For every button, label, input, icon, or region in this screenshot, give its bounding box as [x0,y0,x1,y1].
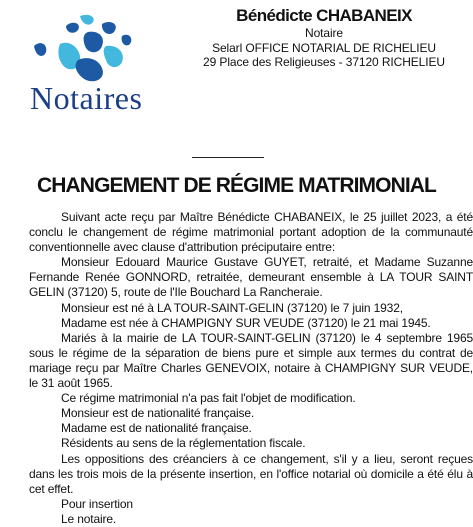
paragraph-wife-nationality: Madame est de nationalité française. [61,421,252,436]
notary-header [186,6,462,70]
separator-rule [192,157,264,158]
notary-name: Bénédicte CHABANEIX [236,6,412,25]
paragraph-no-modification: Ce régime matrimonial n'a pas fait l'objet de modification. [61,391,356,406]
paragraph-insertion: Pour insertion [61,496,133,511]
paragraph-signature: Le notaire. [61,511,117,526]
notary-role: Notaire [305,26,343,40]
paragraph-parties: Monsieur Edouard Maurice Gustave GUYET, retraité, et Madame Suzanne Fernande Renée GONNORD, retraitée, demeurant ensemble à LA TOUR SAINT GELIN (37120) 5, route de l'Ile Bouchard La Rancheraie. [29,255,473,300]
notice-body [29,210,473,527]
emblem-figure [34,15,131,81]
notary-address: 29 Place des Religieuses - 37120 RICHELIEU [203,55,445,69]
notary-office: Selarl OFFICE NOTARIAL DE RICHELIEU [212,40,436,55]
paragraph-husband-birth: Monsieur est né à LA TOUR-SAINT-GELIN (37120) le 7 juin 1932, [61,300,403,315]
logo-wordmark: Notaires [30,80,143,116]
paragraph-husband-nationality: Monsieur est de nationalité française. [61,406,255,421]
paragraph-residence: Résidents au sens de la réglementation fiscale. [61,436,306,451]
notice-title: CHANGEMENT DE RÉGIME MATRIMONIAL [37,174,436,197]
paragraph-oppositions: Les oppositions des créanciers à ce changement, s'il y a lieu, seront reçues dans les trois mois de la présente insertion, en l'office notarial où domicile a été élu à cet effet. [29,451,473,496]
paragraph-intro: Suivant acte reçu par Maître Bénédicte CHABANEIX, le 25 juillet 2023, a été conclu le changement de régime matrimonial portant adoption de la communauté conventionnelle avec clause d'attribution préciputaire entre: [29,210,473,255]
paragraph-wife-birth: Madame est née à CHAMPIGNY SUR VEUDE (37120) le 21 mai 1945. [61,315,431,330]
paragraph-marriage: Mariés à la mairie de LA TOUR-SAINT-GELIN (37120) le 4 septembre 1965 sous le régime de la séparation de biens pure et simple aux termes du contrat de mariage reçu par Maître Charles GENEVOIX, notaire à CHAMPIGNY SUR VEUDE, le 31 août 1965. [29,330,473,391]
